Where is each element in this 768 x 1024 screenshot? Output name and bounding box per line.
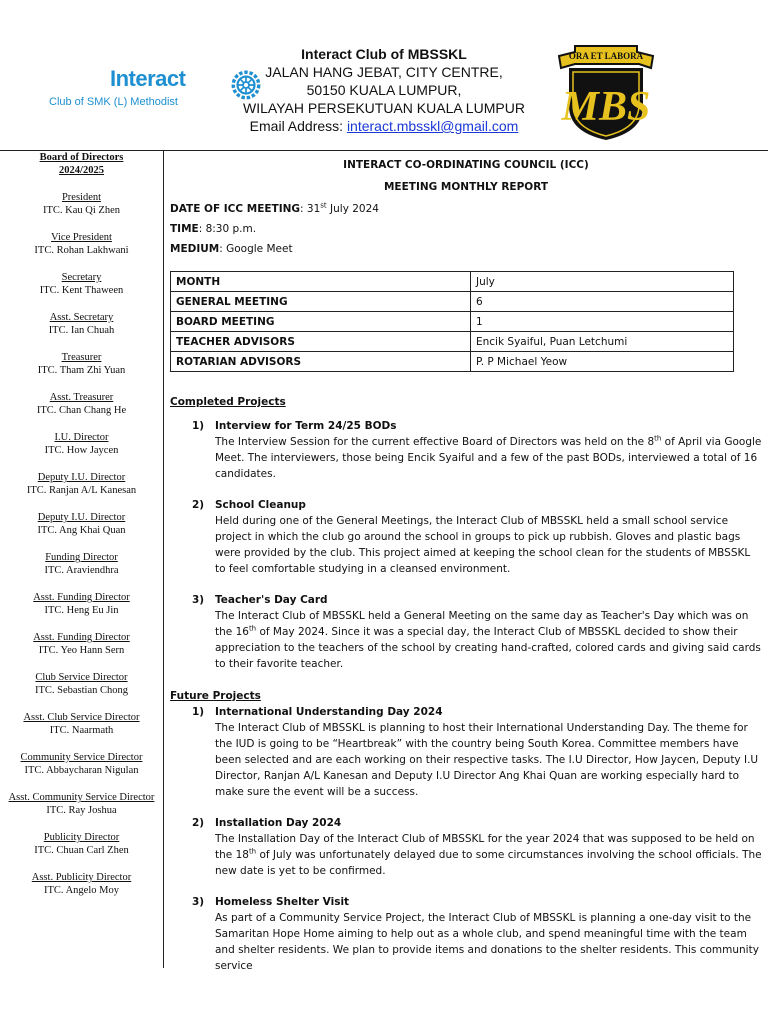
sidebar-entry-name: ITC. Rohan Lakhwani (34, 245, 129, 256)
board-of-directors-sidebar (0, 151, 163, 897)
project-description-sup: th (248, 624, 257, 633)
sidebar-entry-name: ITC. Ian Chuah (48, 325, 115, 336)
table-row (171, 272, 734, 292)
sidebar-entry-role: Publicity Director (43, 832, 120, 843)
sidebar-entry-name: ITC. Chuan Carl Zhen (34, 845, 129, 856)
meeting-meta (170, 201, 762, 257)
sidebar-title-line-1: Board of Directors (39, 152, 124, 163)
sidebar-entry-name: ITC. Ranjan A/L Kanesan (26, 485, 137, 496)
sidebar-entry (0, 751, 163, 777)
project-title: Teacher's Day Card (215, 594, 328, 606)
project-description-text: As part of a Community Service Project, the Interact Club of MBSSKL is planning a one-day visit to the Samaritan Hope Home aiming to help out as a whole club, and spend meaningful time with the team and shelter residents. We plan to provide items and donations to the shelter residents. This community service (215, 912, 759, 972)
project-title: Homeless Shelter Visit (215, 896, 350, 908)
project-description-text-cont: of April via Google Meet. The interviewers, those being Encik Syaiful and a few of the past BODs, interviewed a total of 16 candidates. (215, 436, 762, 480)
sidebar-entry (0, 311, 163, 337)
sidebar-entry-name: ITC. Kent Thaween (39, 285, 124, 296)
table-row (171, 312, 734, 332)
project-description-text-cont: of May 2024. Since it was a special day, the Interact Club of MBSSKL decided to show their appreciation to the teachers of the school by creating hand-crafted, colored cards and giving said cards to their favorite teacher. (215, 626, 761, 670)
club-name: Interact Club of MBSSKL (301, 46, 467, 62)
sidebar-entry-name: ITC. Heng Eu Jin (44, 605, 119, 616)
sidebar-entry-role: Treasurer (61, 352, 102, 363)
project-description-text: Held during one of the General Meetings, the Interact Club of MBSSKL held a small school service project in which the club go around the school in groups to pick up rubbish. Gloves and plastic bags were provided by the club. This project aimed at keeping the school clean for the students of MBSSKL to feel comfortable studying in a cleansed environment. (215, 515, 751, 575)
project-number: 1) (192, 706, 205, 718)
completed-projects-heading: Completed Projects (170, 396, 286, 408)
project-item (192, 704, 762, 800)
project-number: 2) (192, 499, 205, 511)
meeting-medium-value: Google Meet (226, 243, 293, 255)
meeting-time-value: 8:30 p.m. (205, 223, 257, 235)
sidebar-entry-name: ITC. Ang Khai Quan (37, 525, 126, 536)
sidebar-entry-role: Asst. Community Service Director (8, 792, 155, 803)
meeting-date: DATE OF ICC MEETING: 31st July 2024 (170, 201, 379, 215)
sidebar-entry-role: President (61, 192, 102, 203)
sidebar-entry-role: Deputy I.U. Director (37, 472, 126, 483)
project-title: Installation Day 2024 (215, 817, 342, 829)
crest-letters: MBS (561, 84, 651, 130)
meeting-medium: MEDIUM: Google Meet (170, 243, 293, 255)
project-title: Interview for Term 24/25 BODs (215, 420, 397, 432)
project-item (192, 815, 762, 879)
sidebar-entry-role: Asst. Funding Director (33, 632, 130, 643)
sidebar-entry (0, 391, 163, 417)
sidebar-entry-role: Deputy I.U. Director (37, 512, 126, 523)
project-description-text: The Interact Club of MBSSKL is planning to host their International Understanding Day. The theme for the IUD is going to be “Heartbreak” with the country being South Korea. Committee members have been selected and are each working on their respective tasks. The I.U Director, How Jaycen, Deputy I.U Director, Ranjan A/L Kanesan and Deputy I.U Director Ang Khai Quan are working especially hard to make sure the event will be a success. (215, 722, 759, 798)
table-cell-key: ROTARIAN ADVISORS (171, 352, 471, 372)
sidebar-entry (0, 791, 163, 817)
project-item (192, 418, 762, 482)
table-cell-key: GENERAL MEETING (171, 292, 471, 312)
sidebar-entry (0, 871, 163, 897)
meeting-date-sup: st (320, 201, 327, 210)
project-description (215, 720, 762, 800)
sidebar-entry-role: Asst. Treasurer (49, 392, 114, 403)
project-description-text: The Interact Club of MBSSKL held a General Meeting on the same day as Teacher's Day which was on the 16 (215, 610, 749, 638)
interact-logo-word: Interact (110, 66, 186, 91)
sidebar-entry-role: Funding Director (45, 552, 118, 563)
sidebar-entry-role: Vice President (51, 232, 112, 243)
meeting-time: TIME: 8:30 p.m. (170, 223, 257, 235)
sidebar-entry-role: Asst. Publicity Director (31, 872, 132, 883)
project-description (215, 513, 762, 577)
sidebar-entry-role: Asst. Funding Director (33, 592, 130, 603)
report-body (170, 151, 762, 974)
project-title: School Cleanup (215, 499, 306, 511)
table-row (171, 292, 734, 312)
meeting-time-label: TIME (170, 223, 199, 235)
project-item (192, 894, 762, 974)
address-line-1: JALAN HANG JEBAT, CITY CENTRE, (265, 64, 503, 80)
sidebar-entry (0, 591, 163, 617)
project-description (215, 608, 762, 672)
project-number: 3) (192, 594, 205, 606)
table-cell-value: 6 (471, 292, 734, 312)
sidebar-entry-name: ITC. Yeo Hann Sern (38, 645, 125, 656)
future-projects-list (170, 704, 762, 974)
project-number: 3) (192, 896, 205, 908)
report-title: INTERACT CO-ORDINATING COUNCIL (ICC) (343, 159, 589, 171)
sidebar-entry (0, 511, 163, 537)
sidebar-entry-role: Secretary (61, 272, 102, 283)
sidebar-entry-role: I.U. Director (54, 432, 109, 443)
sidebar-entry-role: Community Service Director (20, 752, 143, 763)
sidebar-entry-name: ITC. Ray Joshua (46, 805, 117, 816)
email-link[interactable]: interact.mbsskl@gmail.com (346, 118, 519, 134)
sidebar-entry-name: ITC. How Jaycen (44, 445, 119, 456)
sidebar-entry-list (0, 191, 163, 897)
project-number: 2) (192, 817, 205, 829)
project-title: International Understanding Day 2024 (215, 706, 443, 718)
email-line (224, 117, 544, 135)
email-label: Email Address: (249, 118, 344, 134)
sidebar-entry (0, 471, 163, 497)
table-cell-key: MONTH (171, 272, 471, 292)
address-line-2: 50150 KUALA LUMPUR, (306, 82, 462, 98)
sidebar-entry-name: ITC. Kau Qi Zhen (43, 205, 120, 216)
table-cell-value: July (471, 272, 734, 292)
project-description (215, 434, 762, 482)
table-cell-key: TEACHER ADVISORS (171, 332, 471, 352)
project-description-text-cont: of July was unfortunately delayed due to some circumstances involving the school officials. The new date is yet to be confirmed. (215, 849, 762, 877)
project-description-sup: th (654, 434, 662, 443)
sidebar-title (0, 151, 163, 177)
crest-motto: ORA ET LABORA (568, 51, 644, 61)
sidebar-entry (0, 431, 163, 457)
sidebar-entry-name: ITC. Abbaycharan Nigulan (24, 765, 139, 776)
project-number: 1) (192, 420, 205, 432)
project-description (215, 910, 762, 974)
table-row (171, 352, 734, 372)
school-crest-logo (555, 42, 657, 142)
project-description (215, 831, 762, 879)
completed-projects-list (170, 418, 762, 672)
sidebar-entry-name: ITC. Angelo Moy (44, 885, 119, 896)
sidebar-entry (0, 271, 163, 297)
sidebar-entry (0, 191, 163, 217)
club-address-block (224, 45, 544, 135)
letterhead (0, 0, 768, 150)
interact-logo (46, 64, 226, 114)
table-cell-value: P. P Michael Yeow (471, 352, 734, 372)
address-line-3: WILAYAH PERSEKUTUAN KUALA LUMPUR (243, 100, 525, 116)
sidebar-entry-name: ITC. Sebastian Chong (34, 685, 129, 696)
sidebar-title-line-2: 2024/2025 (59, 165, 104, 176)
table-row (171, 332, 734, 352)
project-item (192, 592, 762, 672)
sidebar-entry (0, 671, 163, 697)
table-cell-value: 1 (471, 312, 734, 332)
sidebar-divider (163, 150, 164, 968)
sidebar-entry-role: Asst. Secretary (49, 312, 114, 323)
project-description-text: The Installation Day of the Interact Club of MBSSKL for the year 2024 that was supposed to be held on the 18 (215, 833, 755, 861)
sidebar-entry (0, 831, 163, 857)
meeting-date-day: 31 (306, 203, 321, 215)
interact-logo-subtitle: Club of SMK (L) Methodist (49, 96, 178, 108)
sidebar-entry (0, 551, 163, 577)
table-cell-key: BOARD MEETING (171, 312, 471, 332)
sidebar-entry-name: ITC. Chan Chang He (36, 405, 127, 416)
sidebar-entry (0, 351, 163, 377)
sidebar-entry (0, 631, 163, 657)
table-cell-value: Encik Syaiful, Puan Letchumi (471, 332, 734, 352)
sidebar-entry-name: ITC. Araviendhra (44, 565, 119, 576)
sidebar-entry (0, 231, 163, 257)
future-projects-heading: Future Projects (170, 690, 261, 702)
project-item (192, 497, 762, 577)
report-subtitle: MEETING MONTHLY REPORT (383, 181, 548, 193)
sidebar-entry-role: Club Service Director (35, 672, 128, 683)
meeting-date-rest: July 2024 (330, 203, 379, 215)
meeting-date-label: DATE OF ICC MEETING (170, 203, 301, 215)
sidebar-entry-role: Asst. Club Service Director (23, 712, 140, 723)
project-description-sup: th (248, 847, 257, 856)
sidebar-entry-name: ITC. Tham Zhi Yuan (37, 365, 126, 376)
project-description-text: The Interview Session for the current effective Board of Directors was held on the 8 (215, 436, 655, 448)
sidebar-entry-name: ITC. Naarmath (49, 725, 114, 736)
meeting-medium-label: MEDIUM (170, 243, 220, 255)
meeting-summary-table (170, 271, 734, 372)
sidebar-entry (0, 711, 163, 737)
